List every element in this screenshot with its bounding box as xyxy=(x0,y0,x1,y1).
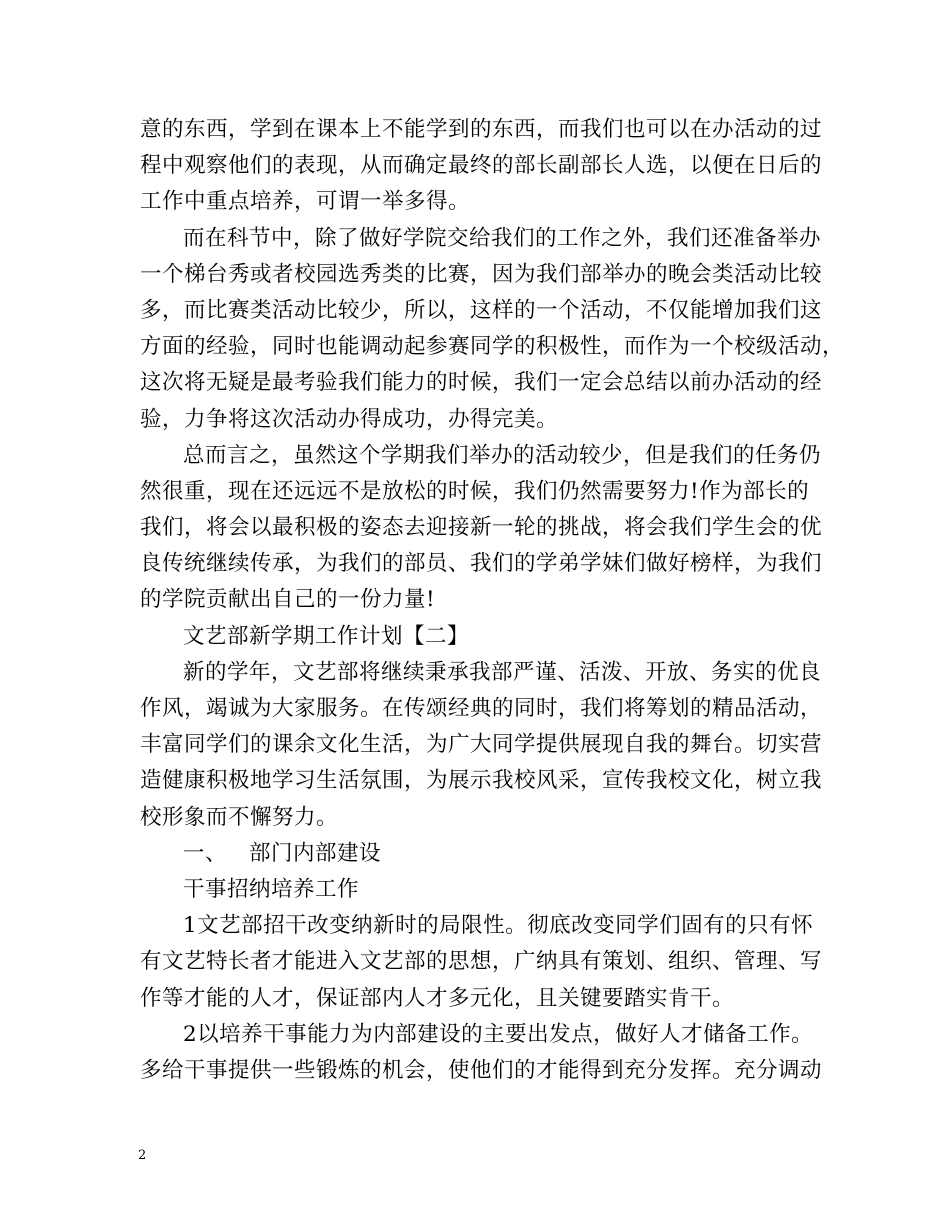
paragraph-line: 校形象而不懈努力。 xyxy=(140,804,339,830)
paragraph-line: 意的东西，学到在课本上不能学到的东西，而我们也可以在办活动的过 xyxy=(140,117,823,142)
section-title: 文艺部新学期工作计划【二】 xyxy=(183,623,470,649)
paragraph-line: 良传统继续传承，为我们的部员、我们的学弟学妹们做好榜样，为我们 xyxy=(140,551,823,577)
document-body xyxy=(140,112,845,1089)
paragraph-line: 作等才能的人才，保证部内人才多元化，且关键要踏实肯干。 xyxy=(140,985,735,1011)
page-number: 2 xyxy=(138,1148,147,1163)
section-heading-number: 一、 xyxy=(183,840,228,866)
section-heading-text: 部门内部建设 xyxy=(249,840,382,866)
subsection-heading: 干事招纳培养工作 xyxy=(183,876,360,902)
paragraph-line: 多，而比赛类活动比较少，所以，这样的一个活动，不仅能增加我们这 xyxy=(140,297,823,323)
paragraph-line: 丰富同学们的课余文化生活，为广大同学提供展现自我的舞台。切实营 xyxy=(140,732,823,758)
paragraph-line: 方面的经验，同时也能调动起参赛同学的积极性，而作为一个校级活动， xyxy=(140,334,845,360)
section-heading xyxy=(140,836,820,872)
paragraph-line: 程中观察他们的表现，从而确定最终的部长副部长人选，以便在日后的 xyxy=(140,153,823,179)
paragraph-line: 然很重，现在还远远不是放松的时候，我们仍然需要努力!作为部长的 xyxy=(140,478,810,504)
paragraph-line: 2以培养干事能力为内部建设的主要出发点，做好人才储备工作。 xyxy=(183,1021,814,1047)
paragraph-line: 作风，竭诚为大家服务。在传颂经典的同时，我们将筹划的精品活动， xyxy=(140,696,823,721)
paragraph-line: 1文艺部招干改变纳新时的局限性。彻底改变同学们固有的只有怀 xyxy=(183,913,814,939)
paragraph-line: 造健康积极地学习生活氛围，为展示我校风采，宣传我校文化，树立我 xyxy=(140,768,823,794)
paragraph-line: 验，力争将这次活动办得成功，办得完美。 xyxy=(140,406,559,432)
paragraph-line: 总而言之，虽然这个学期我们举办的活动较少，但是我们的任务仍 xyxy=(183,442,822,468)
paragraph-line: 一个梯台秀或者校园选秀类的比赛，因为我们部举办的晚会类活动比较 xyxy=(140,261,823,287)
paragraph-line: 这次将无疑是最考验我们能力的时候，我们一定会总结以前办活动的经 xyxy=(140,370,823,396)
paragraph-line: 的学院贡献出自己的一份力量! xyxy=(140,587,436,613)
paragraph-line: 我们，将会以最积极的姿态去迎接新一轮的挑战，将会我们学生会的优 xyxy=(140,515,823,541)
paragraph-line: 多给干事提供一些锻炼的机会，使他们的才能得到充分发挥。充分调动 xyxy=(140,1057,823,1083)
paragraph-line: 有文艺特长者才能进入文艺部的思想，广纳具有策划、组织、管理、写 xyxy=(140,949,823,975)
paragraph-line: 工作中重点培养，可谓一举多得。 xyxy=(140,189,471,215)
paragraph-line: 而在科节中，除了做好学院交给我们的工作之外，我们还准备举办 xyxy=(183,225,822,251)
paragraph-line: 新的学年，文艺部将继续秉承我部严谨、活泼、开放、务实的优良 xyxy=(183,659,822,685)
